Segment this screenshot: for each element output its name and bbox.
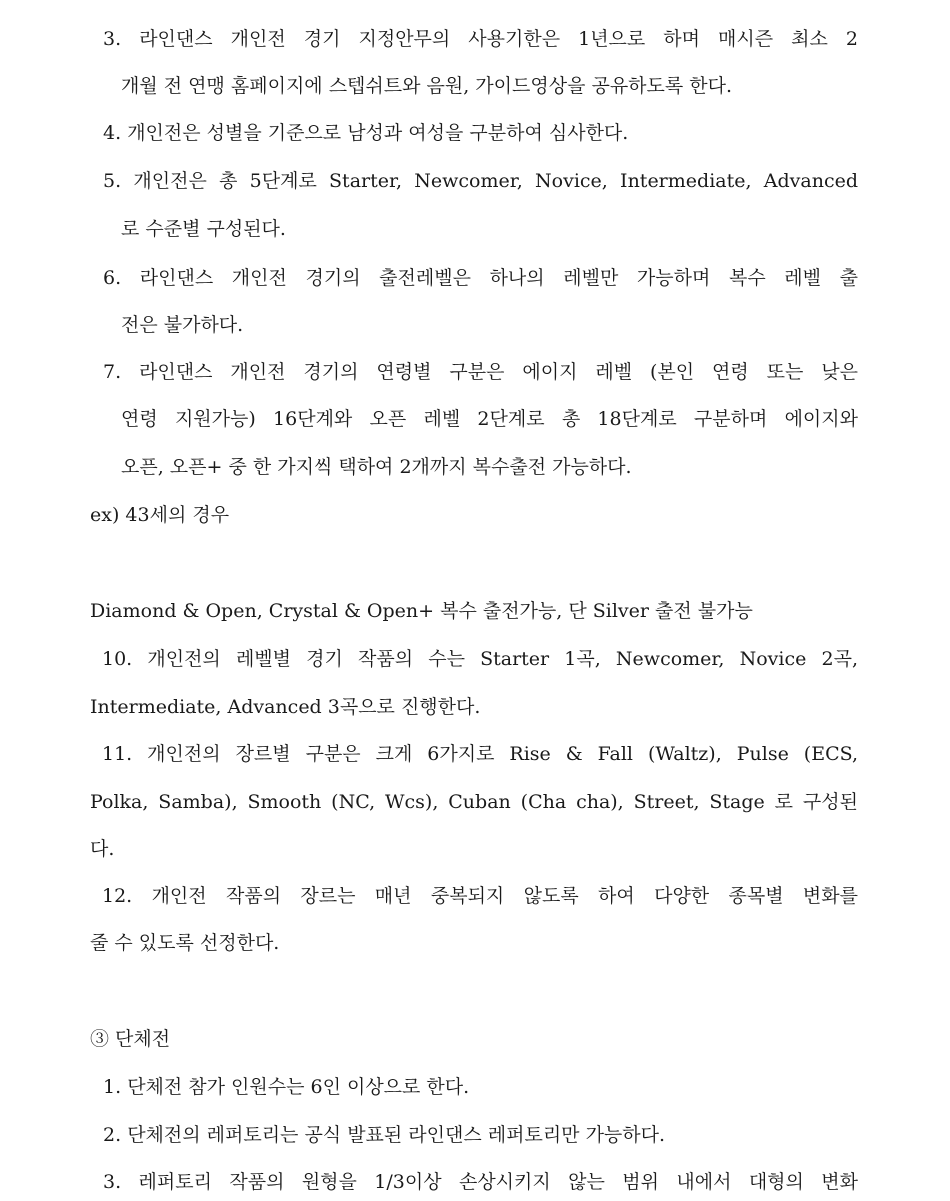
item-4-line-1 xyxy=(103,121,628,145)
group-item-1 xyxy=(103,1075,469,1099)
item-12-line-1: 12. 개인전 작품의 장르는 매년 중복되지 않도록 하여 다양한 종목별 변화를 xyxy=(102,885,858,907)
item-number: 3. xyxy=(103,28,122,50)
item-text: 개인전은 성별을 기준으로 남성과 여성을 구분하여 심사한다. xyxy=(127,122,629,144)
item-text: 라인댄스 개인전 경기 지정안무의 사용기한은 1년으로 하며 매시즌 최소 2 xyxy=(139,28,858,50)
item-text: 라인댄스 개인전 경기의 출전레벨은 하나의 레벨만 가능하며 복수 레벨 출 xyxy=(139,267,858,289)
item-number: 1. xyxy=(103,1076,122,1098)
group-item-3 xyxy=(103,1170,858,1194)
item-10-line-1: 10. 개인전의 레벨별 경기 작품의 수는 Starter 1곡, Newcomer, Novice 2곡, xyxy=(102,648,858,670)
item-text: 개인전은 총 5단계로 Starter, Newcomer, Novice, Intermediate, Advanced xyxy=(133,170,858,192)
item-7-line-1 xyxy=(103,360,858,384)
item-5-line-2: 로 수준별 구성된다. xyxy=(121,218,286,240)
item-11-line-1: 11. 개인전의 장르별 구분은 크게 6가지로 Rise & Fall (Waltz), Pulse (ECS, xyxy=(102,743,858,765)
item-5-line-1 xyxy=(103,169,858,193)
item-text: 단체전 참가 인원수는 6인 이상으로 한다. xyxy=(127,1076,470,1098)
item-6-line-1 xyxy=(103,266,858,290)
item-11-line-3: 다. xyxy=(90,838,115,860)
item-11-line-2: Polka, Samba), Smooth (NC, Wcs), Cuban (Cha cha), Street, Stage 로 구성된 xyxy=(90,791,858,813)
item-number: 4. xyxy=(103,122,122,144)
item-10-line-2: Intermediate, Advanced 3곡으로 진행한다. xyxy=(90,696,481,718)
item-text: 라인댄스 개인전 경기의 연령별 구분은 에이지 레벨 (본인 연령 또는 낮은 xyxy=(139,361,859,383)
example-text: Diamond & Open, Crystal & Open+ 복수 출전가능, 단 Silver 출전 불가능 xyxy=(90,600,753,622)
item-6-line-2: 전은 불가하다. xyxy=(121,314,244,336)
item-number: 3. xyxy=(103,1171,122,1193)
group-item-2 xyxy=(103,1123,665,1147)
item-3-line-1 xyxy=(103,27,858,51)
item-number: 2. xyxy=(103,1124,122,1146)
item-text: 레퍼토리 작품의 원형을 1/3이상 손상시키지 않는 범위 내에서 대형의 변화 xyxy=(138,1171,858,1193)
item-number: 5. xyxy=(103,170,122,192)
item-number: 6. xyxy=(103,267,122,289)
item-7-line-3: 오픈, 오픈+ 중 한 가지씩 택하여 2개까지 복수출전 가능하다. xyxy=(121,456,632,478)
example-heading: ex) 43세의 경우 xyxy=(90,504,230,526)
item-text: 단체전의 레퍼토리는 공식 발표된 라인댄스 레퍼토리만 가능하다. xyxy=(127,1124,666,1146)
item-12-line-2: 줄 수 있도록 선정한다. xyxy=(90,932,280,954)
item-7-line-2: 연령 지원가능) 16단계와 오픈 레벨 2단계로 총 18단계로 구분하며 에이지와 xyxy=(121,408,858,430)
item-number: 7. xyxy=(103,361,122,383)
item-3-line-2: 개월 전 연맹 홈페이지에 스텝쉬트와 음원, 가이드영상을 공유하도록 한다. xyxy=(121,75,733,97)
section-3-heading: ③ 단체전 xyxy=(90,1028,171,1050)
